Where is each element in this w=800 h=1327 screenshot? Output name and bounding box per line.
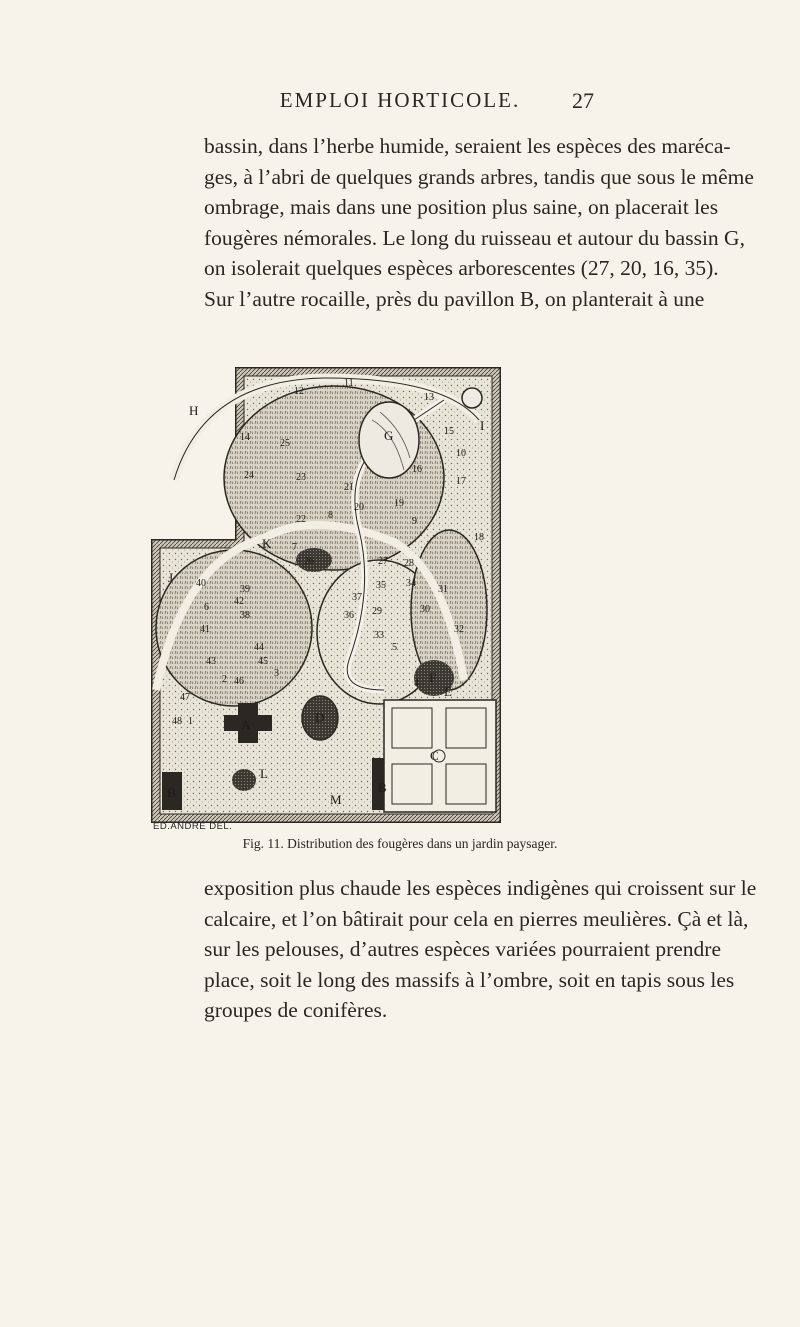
paragraph-top [204, 131, 754, 314]
plant-number: 15 [444, 426, 454, 437]
plant-number: 24 [244, 470, 254, 481]
plant-number: 5 [392, 642, 397, 653]
label-c: C [430, 748, 439, 763]
plant-number: 28 [404, 558, 414, 569]
plant-number: 25 [280, 438, 290, 449]
text-line: sur les pelouses, d’autres espèces variées pourraient prendre [204, 937, 721, 961]
plant-number: 47 [180, 692, 190, 703]
label-f: F [429, 670, 437, 685]
page-number: 27 [572, 88, 594, 113]
text-line: Sur l’autre rocaille, près du pavillon B, on planterait à une [204, 286, 705, 311]
garden-plan-figure [144, 360, 544, 828]
label-i: I [480, 418, 485, 433]
paragraph-bottom [204, 873, 757, 1026]
building-l [232, 769, 256, 791]
plant-number: 6 [204, 602, 209, 613]
plant-number: 9 [412, 516, 417, 527]
text-line: ombrage, mais dans une position plus saine, on placerait les [204, 195, 719, 219]
plant-number: 1 [188, 716, 193, 727]
plant-number: 40 [196, 578, 206, 589]
plant-number: 18 [474, 532, 484, 543]
label-l: L [260, 766, 268, 781]
plant-number: 19 [394, 498, 404, 509]
text-line: on isolerait quelques espèces arborescentes (27, 20, 16, 35). [204, 256, 719, 280]
plant-number: 32 [454, 624, 464, 635]
plant-number: 35 [376, 580, 386, 591]
running-title: EMPLOI HORTICOLE. [279, 88, 521, 112]
plant-number: 22 [296, 514, 306, 525]
label-b-left: B [167, 785, 176, 800]
plant-number: 31 [438, 584, 448, 595]
plant-number: 26 [304, 556, 314, 567]
plant-number: 12 [294, 386, 304, 397]
plant-number: 45 [258, 656, 268, 667]
label-g: G [384, 428, 394, 443]
plant-number: 20 [354, 502, 364, 513]
plant-number: 39 [240, 584, 250, 595]
fountain [462, 388, 482, 408]
plant-number: 2 [222, 674, 227, 685]
plant-number: 13 [424, 392, 434, 403]
plant-number: 37 [352, 592, 362, 603]
figure-caption: Fig. 11. Distribution des fougères dans un jardin paysager. [242, 836, 558, 851]
label-j: J [168, 570, 174, 585]
plant-number: 8 [328, 510, 333, 521]
label-b-right: B [378, 780, 387, 795]
label-a: A [241, 717, 251, 732]
plant-number: 17 [456, 476, 466, 487]
plant-number: 30 [420, 604, 430, 615]
text-line: exposition plus chaude les espèces indigènes qui croissent sur le [204, 876, 757, 900]
plant-number: 29 [372, 606, 382, 617]
plant-number: 11 [344, 378, 354, 389]
plant-number: 34 [406, 578, 416, 589]
text-line: place, soit le long des massifs à l’ombre, soit en tapis sous les [204, 967, 735, 992]
plant-number: 46 [234, 676, 244, 687]
plant-number: 43 [206, 656, 216, 667]
text-line: ges, à l’abri de quelques grands arbres, tandis que sous le même [204, 164, 754, 189]
label-e: E [444, 684, 452, 699]
figure-credit: ED.ANDRÉ DEL. [153, 821, 233, 832]
running-head [0, 88, 800, 116]
text-line: calcaire, et l’on bâtirait pour cela en pierres meulières. Çà et là, [204, 906, 749, 931]
plant-number: 14 [240, 432, 250, 443]
plant-number: 21 [344, 482, 354, 493]
label-m: M [330, 792, 342, 807]
plant-number: 48 [172, 716, 182, 727]
plant-number: 36 [344, 610, 354, 621]
text-line: groupes de conifères. [204, 998, 388, 1022]
label-k: K [262, 536, 272, 551]
label-d: D [315, 710, 325, 725]
plant-number: 41 [200, 624, 210, 635]
plant-number: 42 [234, 596, 244, 607]
text-line: bassin, dans l’herbe humide, seraient les espèces des maréca- [204, 134, 731, 158]
plant-number: 7 [292, 542, 297, 553]
label-h: H [189, 403, 199, 418]
plant-number: 44 [254, 642, 264, 653]
rockery [296, 548, 332, 572]
plant-number: 23 [296, 472, 306, 483]
plant-number: 10 [456, 448, 466, 459]
plant-number: 4 [414, 678, 419, 689]
plant-number: 33 [374, 630, 384, 641]
garden-plan-drawing [144, 360, 544, 828]
plant-number: 27 [378, 556, 388, 567]
plant-number: 3 [274, 668, 279, 679]
text-line: fougères némorales. Le long du ruisseau et autour du bassin G, [204, 225, 745, 250]
plant-number: 16 [412, 464, 422, 475]
plant-number: 38 [240, 610, 250, 621]
